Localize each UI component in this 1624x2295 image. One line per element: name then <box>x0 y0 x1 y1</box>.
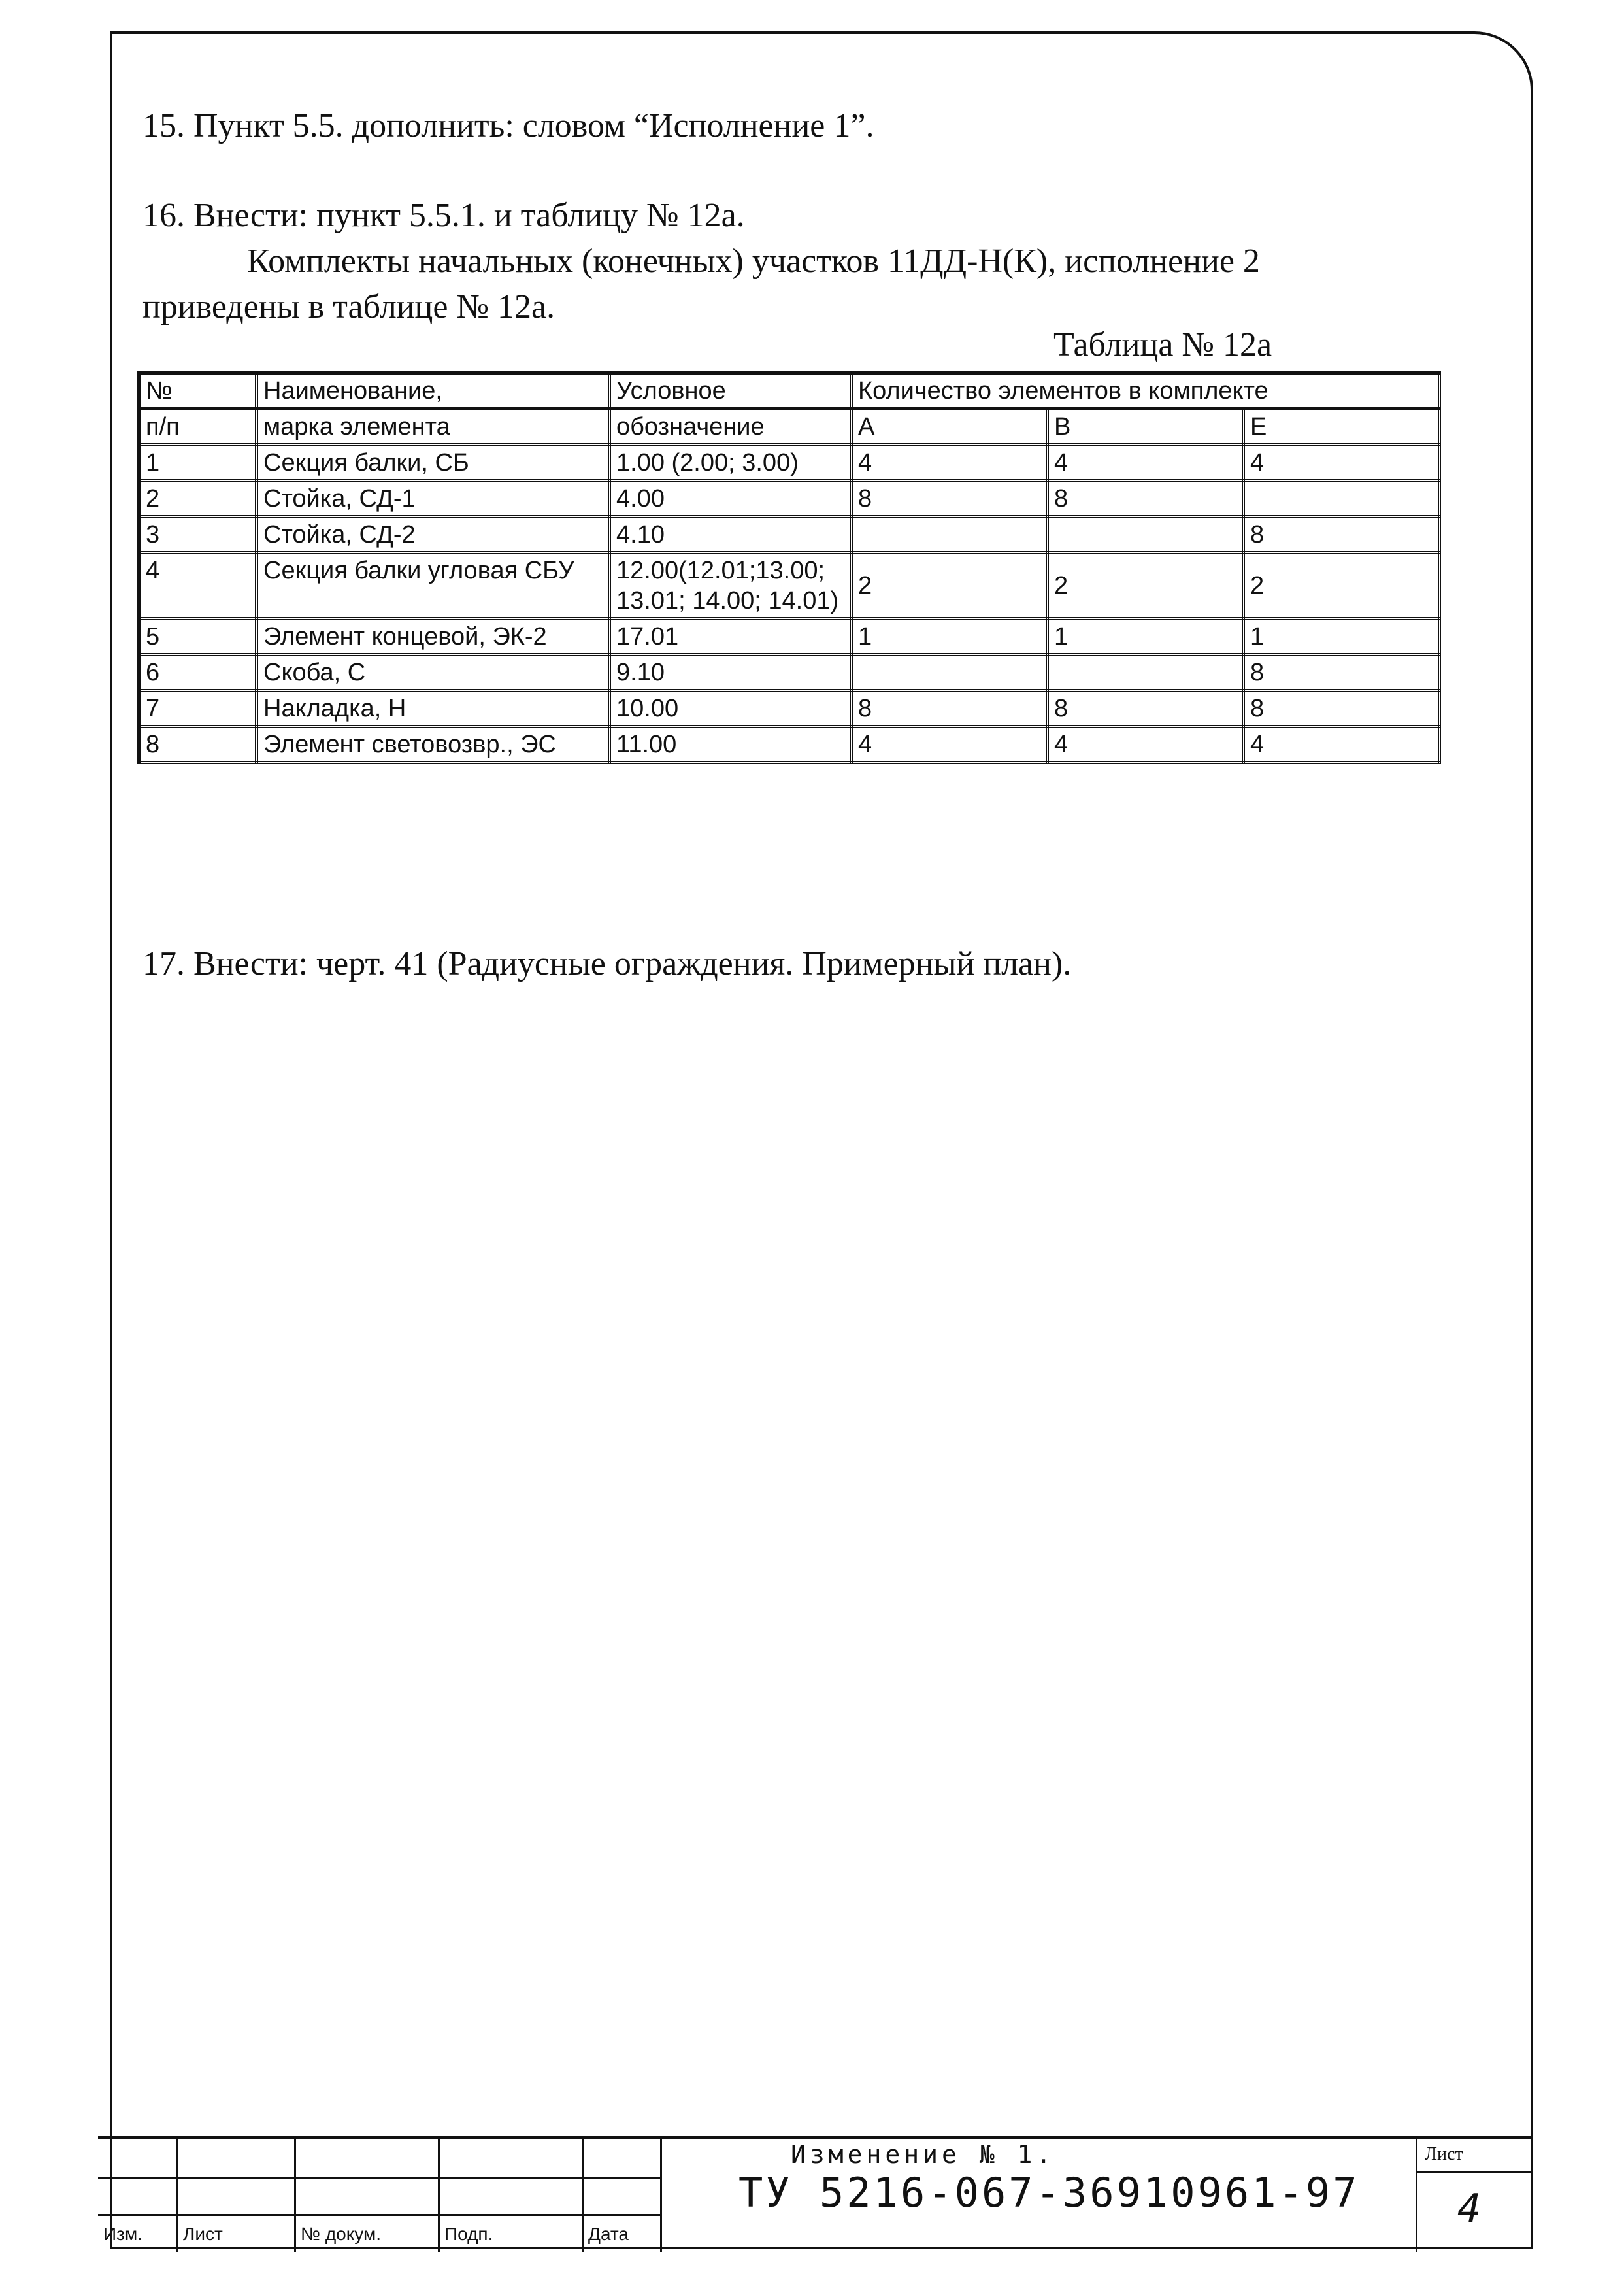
item-16-line-3: приведены в таблице № 12а. <box>142 288 555 326</box>
row-num: 6 <box>139 655 257 691</box>
header-col-a: А <box>852 409 1048 445</box>
row-code: 4.00 <box>610 481 852 517</box>
row-code: 11.00 <box>610 727 852 763</box>
sheet-number: 4 <box>1457 2186 1482 2232</box>
table-caption: Таблица № 12а <box>1053 326 1272 363</box>
row-num: 4 <box>139 553 257 619</box>
row-qty-b: 2 <box>1048 553 1244 619</box>
row-qty-a: 8 <box>852 691 1048 727</box>
grid-line <box>438 2139 440 2252</box>
row-name: Секция балки, СБ <box>257 445 610 481</box>
row-num: 8 <box>139 727 257 763</box>
row-qty-b: 4 <box>1048 727 1244 763</box>
row-qty-a <box>852 655 1048 691</box>
label-signature: Подп. <box>444 2224 493 2244</box>
header-num-top: № <box>139 373 257 409</box>
header-code-bottom: обозначение <box>610 409 852 445</box>
row-qty-e: 8 <box>1244 517 1440 553</box>
row-name: Секция балки угловая СБУ <box>257 553 610 619</box>
grid-line <box>582 2139 584 2252</box>
grid-line <box>660 2139 662 2252</box>
row-name: Стойка, СД-2 <box>257 517 610 553</box>
row-qty-b: 8 <box>1048 691 1244 727</box>
table-row <box>139 691 1440 727</box>
grid-line <box>176 2139 178 2252</box>
header-col-b: В <box>1048 409 1244 445</box>
header-name-top: Наименование, <box>257 373 610 409</box>
header-qty: Количество элементов в комплекте <box>852 373 1440 409</box>
header-col-e: Е <box>1244 409 1440 445</box>
row-qty-e: 2 <box>1244 553 1440 619</box>
row-qty-b: 4 <box>1048 445 1244 481</box>
row-qty-a <box>852 517 1048 553</box>
header-name-bottom: марка элемента <box>257 409 610 445</box>
row-code: 9.10 <box>610 655 852 691</box>
label-sheet: Лист <box>183 2224 223 2244</box>
item-16-line-2: Комплекты начальных (конечных) участков 11ДД-Н(К), исполнение 2 <box>247 243 1260 280</box>
page-frame <box>110 31 1533 2249</box>
document-number: ТУ 5216-067-36910961-97 <box>738 2169 1360 2217</box>
table-row <box>139 655 1440 691</box>
item-17: 17. Внести: черт. 41 (Радиусные ограждения. Примерный план). <box>142 945 1072 982</box>
grid-line <box>98 2214 660 2216</box>
row-qty-a: 4 <box>852 445 1048 481</box>
row-num: 3 <box>139 517 257 553</box>
row-code: 4.10 <box>610 517 852 553</box>
header-code-top: Условное <box>610 373 852 409</box>
row-qty-e: 4 <box>1244 727 1440 763</box>
table-row <box>139 445 1440 481</box>
sheet-label: Лист <box>1425 2144 1463 2164</box>
row-name: Накладка, Н <box>257 691 610 727</box>
grid-line <box>1416 2139 1417 2252</box>
table-row <box>139 619 1440 655</box>
spec-table <box>137 371 1441 764</box>
header-num-bottom: п/п <box>139 409 257 445</box>
row-qty-b: 8 <box>1048 481 1244 517</box>
table-row <box>139 481 1440 517</box>
row-name: Элемент концевой, ЭК-2 <box>257 619 610 655</box>
table-header-row <box>139 373 1440 409</box>
label-doc-number: № докум. <box>301 2224 382 2244</box>
item-15: 15. Пункт 5.5. дополнить: словом “Исполнение 1”. <box>142 107 874 144</box>
row-qty-e: 4 <box>1244 445 1440 481</box>
table-row <box>139 517 1440 553</box>
row-name: Элемент световозвр., ЭС <box>257 727 610 763</box>
row-code: 12.00(12.01;13.00; 13.01; 14.00; 14.01) <box>610 553 852 619</box>
grid-line <box>1416 2171 1533 2173</box>
row-code: 1.00 (2.00; 3.00) <box>610 445 852 481</box>
grid-line <box>294 2139 296 2252</box>
row-qty-e: 8 <box>1244 691 1440 727</box>
label-change: Изм. <box>103 2224 142 2244</box>
row-qty-b: 1 <box>1048 619 1244 655</box>
row-qty-a: 4 <box>852 727 1048 763</box>
row-num: 2 <box>139 481 257 517</box>
grid-line <box>98 2177 660 2179</box>
row-qty-e <box>1244 481 1440 517</box>
table-row <box>139 727 1440 763</box>
row-code: 17.01 <box>610 619 852 655</box>
change-note: Изменение № 1. <box>791 2140 1055 2169</box>
row-qty-a: 2 <box>852 553 1048 619</box>
row-qty-e: 8 <box>1244 655 1440 691</box>
label-date: Дата <box>588 2224 629 2244</box>
row-qty-a: 1 <box>852 619 1048 655</box>
row-num: 7 <box>139 691 257 727</box>
row-qty-a: 8 <box>852 481 1048 517</box>
row-name: Стойка, СД-1 <box>257 481 610 517</box>
row-qty-e: 1 <box>1244 619 1440 655</box>
row-num: 5 <box>139 619 257 655</box>
row-qty-b <box>1048 517 1244 553</box>
item-16: 16. Внести: пункт 5.5.1. и таблицу № 12а. <box>142 197 745 234</box>
revision-grid <box>98 2139 660 2252</box>
row-qty-b <box>1048 655 1244 691</box>
row-code: 10.00 <box>610 691 852 727</box>
row-name: Скоба, С <box>257 655 610 691</box>
table-header-row <box>139 409 1440 445</box>
table-row <box>139 553 1440 619</box>
title-block <box>98 2136 1533 2252</box>
row-num: 1 <box>139 445 257 481</box>
